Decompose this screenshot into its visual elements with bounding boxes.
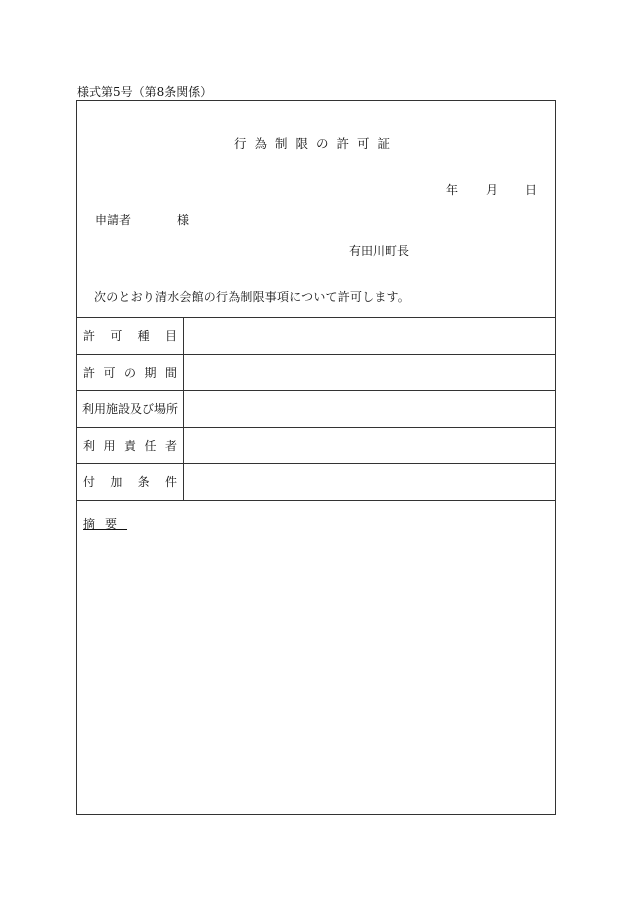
row-value-facility-location[interactable] <box>184 391 555 427</box>
applicant-line <box>95 211 189 228</box>
date-line <box>446 181 537 198</box>
row-label-additional-conditions: 付 加 条 件 <box>77 464 184 500</box>
month-label: 月 <box>485 183 498 197</box>
row-value-permit-type[interactable] <box>184 318 555 354</box>
row-value-additional-conditions[interactable] <box>184 464 555 500</box>
permit-form <box>76 100 556 815</box>
document-title: 行為制限の許可証 <box>233 136 398 151</box>
table-row <box>77 463 555 500</box>
day-label: 日 <box>524 183 537 197</box>
table-row <box>77 427 555 464</box>
applicant-honorific: 様 <box>177 213 190 227</box>
row-label-responsible-person: 利 用 責 任 者 <box>77 428 184 464</box>
row-label-facility-location: 利用施設及び場所 <box>77 391 184 427</box>
form-number-label: 様式第5号（第8条関係） <box>77 85 213 99</box>
year-label: 年 <box>445 183 458 197</box>
issuer-name: 有田川町長 <box>349 244 410 258</box>
summary-label: 摘要 <box>83 517 128 531</box>
row-label-permit-period: 許 可 の 期 間 <box>77 355 184 391</box>
table-bottom-border <box>77 500 555 501</box>
row-value-responsible-person[interactable] <box>184 428 555 464</box>
row-label-permit-type: 許 可 種 目 <box>77 318 184 354</box>
table-row <box>77 354 555 391</box>
table-row <box>77 390 555 427</box>
permit-statement: 次のとおり清水会館の行為制限事項について許可します。 <box>94 290 411 304</box>
permit-details-table <box>77 317 555 501</box>
row-value-permit-period[interactable] <box>184 355 555 391</box>
table-row <box>77 317 555 354</box>
applicant-label: 申請者 <box>95 213 132 227</box>
